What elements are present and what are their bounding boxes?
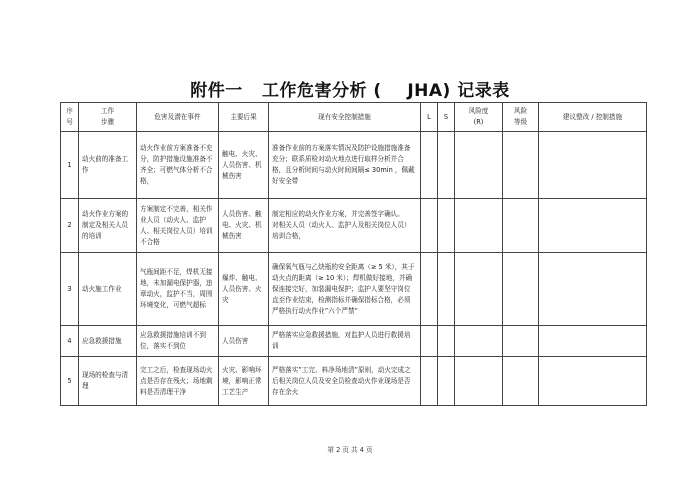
cell-risk-grade: [503, 132, 539, 199]
cell-step: 动火作业方案的制定及相关人员的培训: [79, 199, 137, 253]
cell-risk-grade: [503, 326, 539, 357]
jha-record-table: [60, 102, 647, 406]
header-l: L: [421, 103, 438, 132]
header-measures: 现有安全控制措施: [269, 103, 421, 132]
cell-consequence: 触电、火灾、人员伤害、机械伤害: [219, 132, 269, 199]
cell-consequence: 人员伤害: [219, 326, 269, 357]
cell-s: [438, 326, 455, 357]
cell-s: [438, 253, 455, 326]
cell-no: 5: [61, 357, 79, 406]
cell-step: 应急救援措施: [79, 326, 137, 357]
cell-s: [438, 199, 455, 253]
cell-step: 动火前的准备工作: [79, 132, 137, 199]
page-number-footer: 第 2 页 共 4 页: [327, 446, 373, 454]
cell-s: [438, 132, 455, 199]
cell-risk-level: [455, 326, 503, 357]
cell-risk-level: [455, 199, 503, 253]
table-row: [61, 199, 647, 253]
cell-risk-grade: [503, 253, 539, 326]
cell-measures: 严格落实”工完、料净场地清”原则，动火完成之后相关岗位人员及安全员检查动火作业现场是否存在余火: [269, 357, 421, 406]
cell-consequence: 爆炸、触电、人员伤害、火灾: [219, 253, 269, 326]
cell-risk-grade: [503, 357, 539, 406]
table-header-row: [61, 103, 647, 132]
cell-s: [438, 357, 455, 406]
cell-suggestion: [539, 357, 647, 406]
cell-l: [421, 253, 438, 326]
header-consequence: 主要后果: [219, 103, 269, 132]
table-row: [61, 357, 647, 406]
cell-l: [421, 132, 438, 199]
cell-hazard: 应急救援措施培训不到位，落实不到位: [137, 326, 219, 357]
cell-suggestion: [539, 132, 647, 199]
cell-suggestion: [539, 199, 647, 253]
cell-measures: 严格落实应急救援措施，对监护人员进行救援培训: [269, 326, 421, 357]
header-suggestion: 建议整改 / 控制措施: [539, 103, 647, 132]
cell-measures: 制定相应的动火作业方案，并完善签字确认。 对相关人员（动火人、监护人及相关岗位人员）培训合格，: [269, 199, 421, 253]
document-title: 附件一 工作危害分析 ( JHA) 记录表: [190, 81, 510, 101]
cell-measures: 准备作业前的方案落实情况及防护设施措施准备充分；联系质检对动火地点进行取样分析并合格，且分析时间与动火时间间隔≤ 30min ，佩戴好安全带: [269, 132, 421, 199]
table-row: [61, 253, 647, 326]
cell-l: [421, 357, 438, 406]
header-risk-level: 风险度 (R): [455, 103, 503, 132]
cell-suggestion: [539, 326, 647, 357]
cell-risk-level: [455, 132, 503, 199]
header-no: 序 号: [61, 103, 79, 132]
cell-no: 2: [61, 199, 79, 253]
cell-l: [421, 199, 438, 253]
cell-risk-level: [455, 253, 503, 326]
cell-hazard: 完工之后，检查现场动火点是否存在残火；场地剩料是否清理干净: [137, 357, 219, 406]
cell-consequence: 火灾、影响环境，影响正常工艺生产: [219, 357, 269, 406]
table-row: [61, 132, 647, 199]
table-row: [61, 326, 647, 357]
cell-step: 动火施工作业: [79, 253, 137, 326]
header-step: 工作 步骤: [79, 103, 137, 132]
header-s: S: [438, 103, 455, 132]
cell-hazard: 方案制定不完善，相关作业人员（动火人、监护人、相关岗位人员）培训不合格: [137, 199, 219, 253]
cell-hazard: 动火作业前方案准备不充分，防护措施设施准备不齐全；可燃气体分析不合格，: [137, 132, 219, 199]
cell-consequence: 人员伤害、触电、火灾、机械伤害: [219, 199, 269, 253]
cell-no: 4: [61, 326, 79, 357]
cell-no: 1: [61, 132, 79, 199]
cell-risk-grade: [503, 199, 539, 253]
cell-risk-level: [455, 357, 503, 406]
cell-hazard: 气瓶间距不足，焊机无接地，未加漏电保护器，违章动火，监护不当，周围环境变化，可燃气超标: [137, 253, 219, 326]
cell-suggestion: [539, 253, 647, 326]
header-risk-grade: 风险 等级: [503, 103, 539, 132]
cell-measures: 确保氧气瓶与乙炔瓶的安全距离（≥ 5 米），其于动火点的距离（≥ 10 米）；焊机做好接地，并确保连接完好，加装漏电保护；监护人要坚守岗位直至作业结束，检测指标并确保指标合格，必须严格执行动火作业”六个严禁”: [269, 253, 421, 326]
cell-no: 3: [61, 253, 79, 326]
header-hazard: 危害及潜在事件: [137, 103, 219, 132]
cell-l: [421, 326, 438, 357]
cell-step: 现场的检查与清理: [79, 357, 137, 406]
